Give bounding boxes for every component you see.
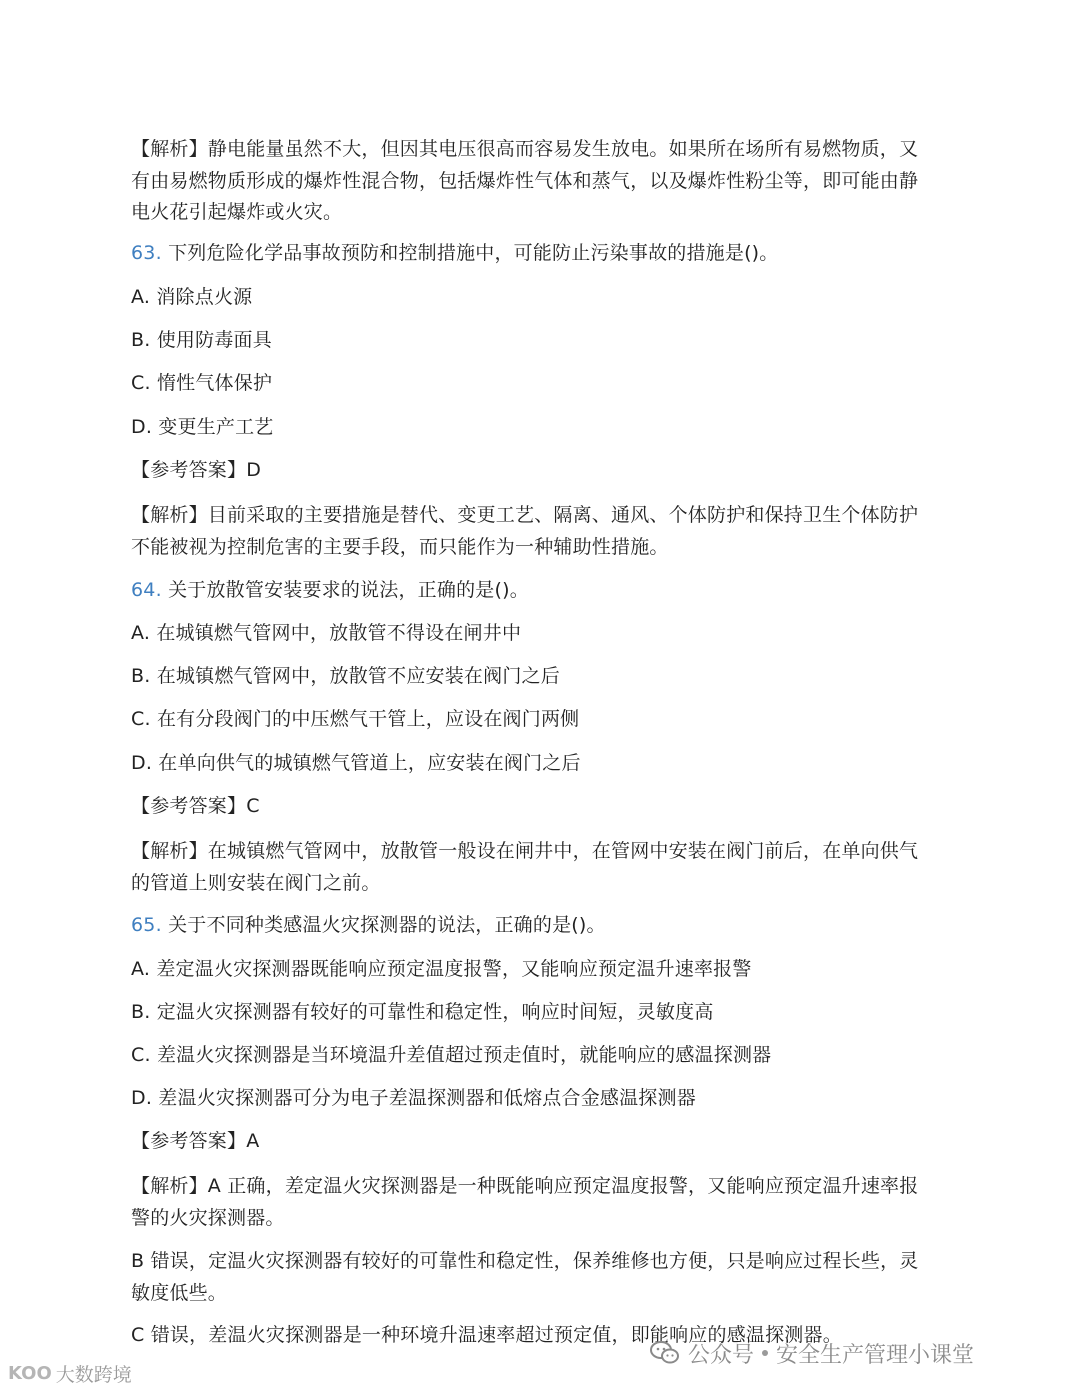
- analysis-65-b-line-2: [131, 1280, 227, 1306]
- analysis-63-line-1: [131, 502, 918, 528]
- watermark-left: [8, 1360, 132, 1387]
- option-text: C. 差温火灾探测器是当环境温升差值超过预走值时，就能响应的感温探测器: [131, 1044, 772, 1066]
- analysis-64-line-1: [131, 838, 918, 864]
- option-a: [131, 620, 521, 646]
- option-text: B. 使用防毒面具: [131, 329, 272, 351]
- option-text: B. 定温火灾探测器有较好的可靠性和稳定性，响应时间短，灵敏度高: [131, 1001, 714, 1023]
- analysis-64-line-2: [131, 870, 381, 896]
- option-b: [131, 663, 560, 689]
- option-b: [131, 999, 714, 1025]
- analysis-text: B 错误，定温火灾探测器有较好的可靠性和稳定性，保养维修也方便，只是响应过程长些，灵: [131, 1250, 919, 1272]
- analysis-63-line-2: [131, 534, 669, 560]
- option-d: [131, 414, 274, 440]
- question-number: 65.: [131, 914, 162, 936]
- analysis-text: 敏度低些。: [131, 1282, 228, 1304]
- answer-65: [131, 1128, 259, 1154]
- option-text: D. 在单向供气的城镇燃气管道上，应安装在阀门之后: [131, 752, 581, 774]
- analysis-text: C 错误，差温火灾探测器是一种环境升温速率超过预定值，即能响应的感温探测器。: [131, 1324, 842, 1346]
- analysis-text: 警的火灾探测器。: [131, 1207, 285, 1229]
- watermark-account-name: 安全生产管理小课堂: [776, 1342, 975, 1368]
- watermark-logo: KOO: [8, 1363, 52, 1384]
- option-a: [131, 284, 252, 310]
- analysis-text: 不能被视为控制危害的主要手段，而只能作为一种辅助性措施。: [131, 536, 669, 558]
- option-d: [131, 1085, 696, 1111]
- question-number: 64.: [131, 579, 162, 601]
- answer-text: 【参考答案】C: [131, 795, 260, 817]
- option-text: C. 惰性气体保护: [131, 372, 273, 394]
- line-2: [131, 199, 342, 225]
- analysis-text: 的管道上则安装在阀门之前。: [131, 872, 381, 894]
- line-text: 【解析】静电能量虽然不大，但因其电压很高而容易发生放电。如果所在场所有易燃物质，又: [131, 138, 919, 160]
- answer-text: 【参考答案】A: [131, 1130, 260, 1152]
- option-d: [131, 750, 581, 776]
- option-b: [131, 327, 272, 353]
- question-number: 63.: [131, 242, 162, 264]
- option-text: D. 差温火灾探测器可分为电子差温探测器和低熔点合金感温探测器: [131, 1087, 696, 1109]
- watermark-left-text: 大数跨境: [55, 1364, 132, 1386]
- question-text: 下列危险化学品事故预防和控制措施中，可能防止污染事故的措施是()。: [161, 242, 779, 264]
- answer-63: [131, 457, 261, 483]
- option-c: [131, 1042, 771, 1068]
- option-c: [131, 706, 579, 732]
- question-text: 关于放散管安装要求的说法，正确的是()。: [161, 579, 529, 601]
- wechat-icon: [650, 1340, 680, 1366]
- line-text: 有由易燃物质形成的爆炸性混合物，包括爆炸性气体和蒸气，以及爆炸性粉尘等，即可能由静: [131, 170, 919, 192]
- option-text: D. 变更生产工艺: [131, 416, 274, 438]
- option-text: A. 消除点火源: [131, 286, 253, 308]
- watermark-right: [650, 1336, 974, 1370]
- question-text: 关于不同种类感温火灾探测器的说法，正确的是()。: [161, 914, 606, 936]
- line-text: 电火花引起爆炸或火灾。: [131, 201, 343, 223]
- line-0: [131, 136, 918, 162]
- question-65: [131, 912, 606, 938]
- line-1: [131, 168, 918, 194]
- answer-text: 【参考答案】D: [131, 459, 262, 481]
- analysis-text: 【解析】在城镇燃气管网中，放散管一般设在闸井中，在管网中安装在阀门前后，在单向供气: [131, 840, 919, 862]
- analysis-65-line-2: [131, 1205, 285, 1231]
- option-text: A. 差定温火灾探测器既能响应预定温度报警，又能响应预定温升速率报警: [131, 958, 752, 980]
- watermark-prefix: 公众号: [688, 1342, 755, 1368]
- option-a: [131, 956, 752, 982]
- analysis-text: 【解析】目前采取的主要措施是替代、变更工艺、隔离、通风、个体防护和保持卫生个体防护: [131, 504, 919, 526]
- option-text: C. 在有分段阀门的中压燃气干管上，应设在阀门两侧: [131, 708, 580, 730]
- option-c: [131, 370, 272, 396]
- separator-dot: [762, 1350, 768, 1356]
- question-63: [131, 240, 779, 266]
- analysis-text: 【解析】A 正确，差定温火灾探测器是一种既能响应预定温度报警，又能响应预定温升速率报: [131, 1175, 919, 1197]
- analysis-65-line-1: [131, 1173, 918, 1199]
- option-text: A. 在城镇燃气管网中，放散管不得设在闸井中: [131, 622, 522, 644]
- answer-64: [131, 793, 260, 819]
- analysis-65-b-line-1: [131, 1248, 918, 1274]
- question-64: [131, 577, 529, 603]
- option-text: B. 在城镇燃气管网中，放散管不应安装在阀门之后: [131, 665, 560, 687]
